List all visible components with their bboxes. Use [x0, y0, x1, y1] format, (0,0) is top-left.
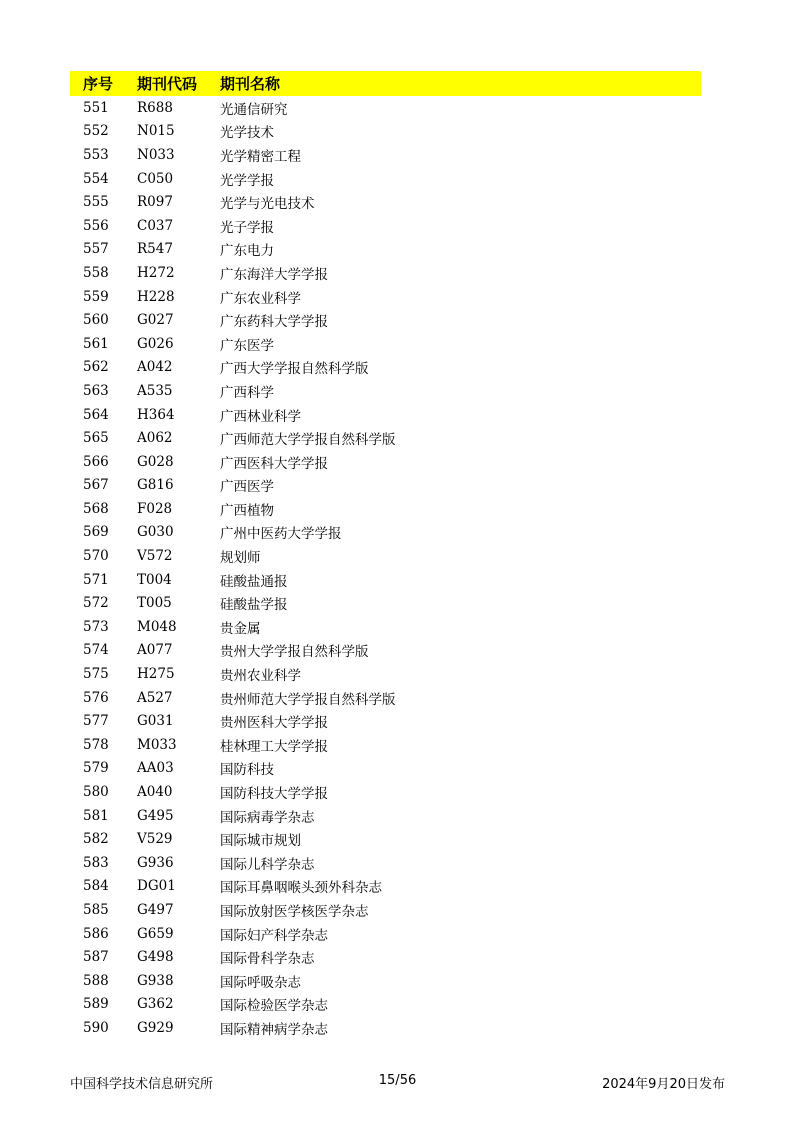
table-body: [70, 96, 701, 1040]
page-footer: [70, 1073, 725, 1093]
table-row: [70, 426, 701, 450]
cell-serial: 585: [83, 901, 109, 918]
cell-code: G362: [137, 996, 174, 1013]
cell-serial: 578: [83, 736, 109, 753]
cell-name: 桂林理工大学学报: [220, 738, 328, 755]
cell-name: 光学学报: [220, 172, 274, 189]
cell-code: G938: [137, 972, 174, 989]
cell-serial: 577: [83, 713, 109, 730]
page-number: 15/56: [378, 1073, 417, 1088]
cell-serial: 579: [83, 760, 109, 777]
header-code: 期刊代码: [137, 75, 198, 93]
cell-code: G936: [137, 854, 174, 871]
cell-serial: 581: [83, 807, 109, 824]
cell-name: 国际检验医学杂志: [220, 998, 328, 1015]
table-row: [70, 403, 701, 427]
cell-code: G816: [137, 477, 174, 494]
table-row: [70, 96, 701, 120]
cell-name: 广西医科大学学报: [220, 455, 328, 472]
table-row: [70, 167, 701, 191]
cell-code: A040: [137, 784, 173, 801]
header-name: 期刊名称: [220, 75, 281, 93]
table-row: [70, 497, 701, 521]
cell-name: 光学精密工程: [220, 148, 301, 165]
table-row: [70, 190, 701, 214]
cell-code: A062: [137, 430, 173, 447]
cell-code: R097: [137, 194, 173, 211]
table-row: [70, 780, 701, 804]
cell-name: 广东电力: [220, 243, 274, 260]
cell-name: 硅酸盐学报: [220, 597, 288, 614]
cell-name: 国际耳鼻咽喉头颈外科杂志: [220, 880, 382, 897]
table-row: [70, 379, 701, 403]
cell-name: 广西科学: [220, 384, 274, 401]
cell-name: 光学技术: [220, 125, 274, 142]
table-row: [70, 521, 701, 545]
cell-serial: 569: [83, 524, 109, 541]
cell-code: G027: [137, 312, 174, 329]
table-row: [70, 450, 701, 474]
cell-code: V572: [137, 548, 173, 565]
cell-name: 国防科技大学学报: [220, 786, 328, 803]
cell-serial: 561: [83, 335, 109, 352]
cell-name: 广州中医药大学学报: [220, 526, 342, 543]
cell-serial: 574: [83, 642, 109, 659]
table-row: [70, 285, 701, 309]
cell-serial: 559: [83, 288, 109, 305]
cell-code: N015: [137, 123, 175, 140]
table-row: [70, 662, 701, 686]
cell-name: 广东海洋大学学报: [220, 266, 328, 283]
cell-serial: 554: [83, 170, 109, 187]
cell-code: DG01: [137, 878, 176, 895]
cell-name: 国际骨科学杂志: [220, 951, 315, 968]
cell-code: H275: [137, 666, 175, 683]
publish-date: 2024年9月20日发布: [602, 1077, 725, 1092]
cell-name: 广东药科大学学报: [220, 314, 328, 331]
cell-name: 广东农业科学: [220, 290, 301, 307]
cell-name: 贵州医科大学学报: [220, 715, 328, 732]
cell-serial: 588: [83, 972, 109, 989]
table-row: [70, 804, 701, 828]
table-row: [70, 214, 701, 238]
cell-name: 光通信研究: [220, 101, 288, 118]
cell-serial: 555: [83, 194, 109, 211]
cell-name: 硅酸盐通报: [220, 573, 288, 590]
cell-code: A535: [137, 382, 173, 399]
table-row: [70, 238, 701, 262]
cell-code: V529: [137, 831, 173, 848]
table-row: [70, 686, 701, 710]
cell-serial: 584: [83, 878, 109, 895]
cell-name: 广西林业科学: [220, 408, 301, 425]
table-row: [70, 120, 701, 144]
cell-name: 广西植物: [220, 502, 274, 519]
cell-serial: 566: [83, 453, 109, 470]
cell-serial: 556: [83, 217, 109, 234]
table-row: [70, 922, 701, 946]
cell-serial: 562: [83, 359, 109, 376]
cell-serial: 552: [83, 123, 109, 140]
cell-name: 光子学报: [220, 219, 274, 236]
table-row: [70, 356, 701, 380]
cell-code: M048: [137, 618, 177, 635]
cell-name: 国防科技: [220, 762, 274, 779]
cell-serial: 580: [83, 784, 109, 801]
table-row: [70, 945, 701, 969]
cell-serial: 590: [83, 1019, 109, 1036]
cell-code: C037: [137, 217, 174, 234]
cell-serial: 564: [83, 406, 109, 423]
cell-serial: 558: [83, 264, 109, 281]
cell-code: F028: [137, 500, 173, 517]
cell-serial: 565: [83, 430, 109, 447]
cell-name: 广东医学: [220, 337, 274, 354]
cell-serial: 570: [83, 548, 109, 565]
cell-serial: 571: [83, 571, 109, 588]
cell-serial: 575: [83, 666, 109, 683]
table-row: [70, 568, 701, 592]
cell-code: G659: [137, 925, 174, 942]
cell-serial: 586: [83, 925, 109, 942]
table-row: [70, 709, 701, 733]
cell-serial: 576: [83, 689, 109, 706]
cell-serial: 553: [83, 146, 109, 163]
table-row: [70, 591, 701, 615]
cell-name: 贵州师范大学学报自然科学版: [220, 691, 396, 708]
table-row: [70, 332, 701, 356]
journal-table: [70, 71, 701, 1040]
cell-serial: 568: [83, 500, 109, 517]
cell-code: AA03: [137, 760, 174, 777]
cell-name: 国际儿科学杂志: [220, 856, 315, 873]
cell-name: 光学与光电技术: [220, 196, 315, 213]
table-row: [70, 261, 701, 285]
cell-serial: 560: [83, 312, 109, 329]
cell-code: N033: [137, 146, 175, 163]
cell-name: 国际呼吸杂志: [220, 974, 301, 991]
table-row: [70, 851, 701, 875]
cell-name: 贵州农业科学: [220, 668, 301, 685]
cell-code: G028: [137, 453, 174, 470]
table-row: [70, 308, 701, 332]
cell-name: 国际放射医学核医学杂志: [220, 903, 369, 920]
cell-serial: 589: [83, 996, 109, 1013]
footer-institution: 中国科学技术信息研究所: [70, 1077, 214, 1092]
cell-code: A042: [137, 359, 173, 376]
cell-name: 国际精神病学杂志: [220, 1021, 328, 1038]
cell-serial: 563: [83, 382, 109, 399]
table-row: [70, 993, 701, 1017]
header-serial: 序号: [83, 75, 114, 93]
table-row: [70, 898, 701, 922]
cell-serial: 573: [83, 618, 109, 635]
cell-name: 广西医学: [220, 479, 274, 496]
cell-name: 规划师: [220, 550, 261, 567]
cell-name: 贵州大学学报自然科学版: [220, 644, 369, 661]
cell-name: 广西大学学报自然科学版: [220, 361, 369, 378]
table-row: [70, 143, 701, 167]
cell-code: H228: [137, 288, 175, 305]
table-row: [70, 733, 701, 757]
cell-name: 广西师范大学学报自然科学版: [220, 432, 396, 449]
cell-code: H272: [137, 264, 175, 281]
cell-code: C050: [137, 170, 174, 187]
cell-name: 国际妇产科学杂志: [220, 927, 328, 944]
cell-serial: 572: [83, 595, 109, 612]
cell-name: 国际病毒学杂志: [220, 809, 315, 826]
cell-code: G498: [137, 949, 174, 966]
cell-code: G026: [137, 335, 174, 352]
table-row: [70, 969, 701, 993]
cell-code: T005: [137, 595, 172, 612]
cell-name: 国际城市规划: [220, 833, 301, 850]
cell-code: H364: [137, 406, 175, 423]
table-row: [70, 757, 701, 781]
cell-code: G031: [137, 713, 174, 730]
cell-code: A077: [137, 642, 173, 659]
cell-serial: 587: [83, 949, 109, 966]
cell-code: R547: [137, 241, 173, 258]
cell-code: G495: [137, 807, 174, 824]
cell-code: G929: [137, 1019, 174, 1036]
table-row: [70, 1016, 701, 1040]
cell-serial: 583: [83, 854, 109, 871]
cell-code: A527: [137, 689, 173, 706]
cell-name: 贵金属: [220, 620, 261, 637]
cell-code: G497: [137, 901, 174, 918]
cell-serial: 557: [83, 241, 109, 258]
table-row: [70, 827, 701, 851]
cell-code: G030: [137, 524, 174, 541]
table-row: [70, 875, 701, 899]
cell-code: M033: [137, 736, 177, 753]
cell-code: T004: [137, 571, 172, 588]
table-row: [70, 615, 701, 639]
cell-code: R688: [137, 99, 173, 116]
cell-serial: 582: [83, 831, 109, 848]
cell-serial: 551: [83, 99, 109, 116]
table-row: [70, 544, 701, 568]
cell-serial: 567: [83, 477, 109, 494]
table-row: [70, 474, 701, 498]
table-row: [70, 639, 701, 663]
table-header: [70, 71, 701, 96]
